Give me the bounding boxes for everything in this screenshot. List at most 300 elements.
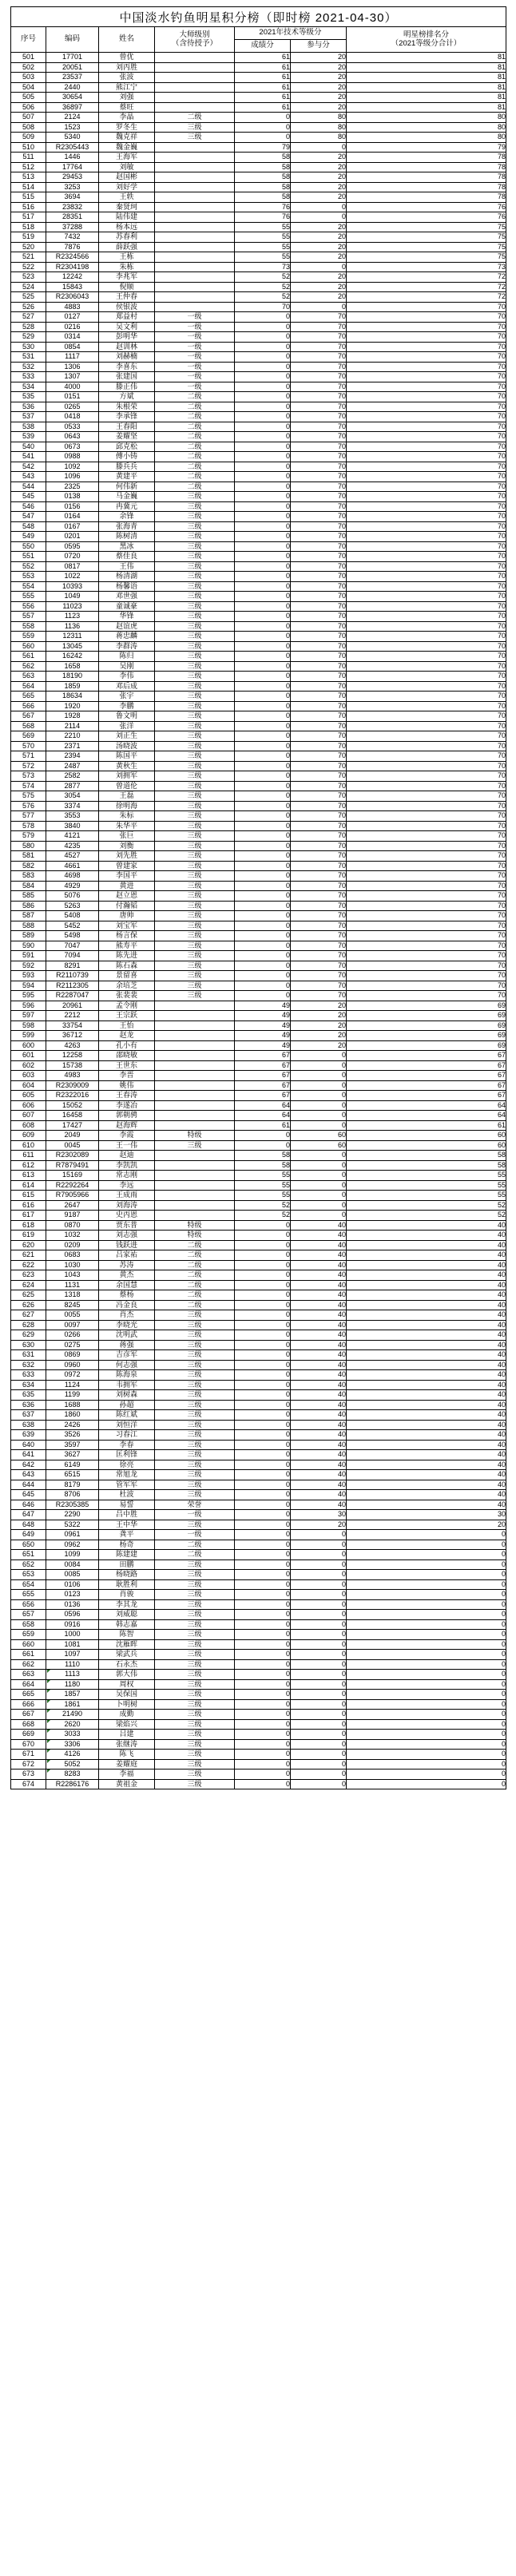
cell-seq: 550 [11, 541, 46, 552]
cell-participation: 40 [291, 1220, 347, 1231]
cell-code [46, 1040, 99, 1051]
cell-seq: 529 [11, 332, 46, 343]
cell-seq: 619 [11, 1231, 46, 1241]
cell-code [46, 1670, 99, 1680]
table-row [11, 1120, 506, 1131]
cell-score: 49 [235, 1031, 291, 1041]
cell-star-rank-total: 70 [347, 532, 506, 542]
cell-score: 0 [235, 1350, 291, 1361]
cell-name: 管军军 [99, 1480, 155, 1490]
table-row [11, 1071, 506, 1081]
cell-name: 张海青 [99, 521, 155, 532]
table-row [11, 1650, 506, 1660]
table-row [11, 1140, 506, 1151]
cell-code-value: 0266 [64, 1330, 81, 1339]
cell-code [46, 1770, 99, 1780]
cell-code [46, 1739, 99, 1750]
table-row [11, 1350, 506, 1361]
cell-code [46, 731, 99, 742]
cell-star-rank-total: 61 [347, 1120, 506, 1131]
cell-score: 0 [235, 941, 291, 951]
cell-seq: 665 [11, 1690, 46, 1700]
cell-star-rank-total: 67 [347, 1080, 506, 1091]
cell-star-rank-total: 67 [347, 1071, 506, 1081]
cell-score: 0 [235, 113, 291, 123]
cell-name: 张继涛 [99, 1739, 155, 1750]
cell-name: 张波 [99, 73, 155, 83]
cell-seq: 527 [11, 312, 46, 323]
cell-code-value: 3253 [64, 182, 81, 191]
cell-score: 0 [235, 801, 291, 811]
cell-name: 田鹏 [99, 1559, 155, 1570]
cell-participation: 0 [291, 1610, 347, 1620]
cell-seq: 621 [11, 1250, 46, 1261]
cell-code-value: 1096 [64, 472, 81, 481]
cell-code [46, 1330, 99, 1341]
cell-seq: 643 [11, 1470, 46, 1480]
cell-code-value: 3694 [64, 192, 81, 201]
cell-master-level: 三级 [155, 851, 235, 862]
cell-seq: 630 [11, 1340, 46, 1350]
cell-seq: 611 [11, 1151, 46, 1161]
table-row [11, 172, 506, 183]
cell-score: 0 [235, 412, 291, 422]
cell-name: 吴文利 [99, 322, 155, 332]
table-row [11, 262, 506, 272]
cell-star-rank-total: 52 [347, 1211, 506, 1221]
cell-code [46, 681, 99, 692]
cell-star-rank-total: 55 [347, 1191, 506, 1201]
table-row [11, 532, 506, 542]
cell-code [46, 1001, 99, 1011]
cell-score: 0 [235, 1650, 291, 1660]
cell-code-value: 1032 [64, 1231, 81, 1239]
cell-seq: 534 [11, 382, 46, 392]
cell-seq: 617 [11, 1211, 46, 1221]
cell-code [46, 961, 99, 971]
cell-name: 王一伟 [99, 1140, 155, 1151]
cell-score: 49 [235, 1020, 291, 1031]
cell-seq: 548 [11, 521, 46, 532]
cell-code-value: 20961 [62, 1001, 83, 1009]
table-row [11, 1659, 506, 1670]
table-row [11, 53, 506, 63]
cell-code [46, 1300, 99, 1310]
cell-score: 76 [235, 212, 291, 223]
cell-master-level: 一级 [155, 372, 235, 382]
cell-score: 49 [235, 1040, 291, 1051]
cell-master-level [155, 252, 235, 263]
cell-star-rank-total: 70 [347, 801, 506, 811]
table-row [11, 1719, 506, 1730]
cell-name: 李国平 [99, 871, 155, 882]
cell-name: 朱栋 [99, 262, 155, 272]
cell-code [46, 1290, 99, 1301]
cell-name: 陈先进 [99, 951, 155, 961]
cell-star-rank-total: 58 [347, 1151, 506, 1161]
cell-master-level: 二级 [155, 1550, 235, 1560]
cell-name: 易誓 [99, 1500, 155, 1510]
cell-code [46, 1200, 99, 1211]
cell-score: 0 [235, 1739, 291, 1750]
cell-name: 魏金巍 [99, 142, 155, 153]
cell-code [46, 672, 99, 682]
cell-name: 常志刚 [99, 1171, 155, 1181]
table-row [11, 342, 506, 352]
cell-seq: 612 [11, 1160, 46, 1171]
cell-name: 黄秋生 [99, 761, 155, 771]
cell-star-rank-total: 70 [347, 672, 506, 682]
table-row [11, 272, 506, 283]
cell-participation: 0 [291, 1171, 347, 1181]
cell-master-level: 三级 [155, 1390, 235, 1401]
cell-participation: 20 [291, 172, 347, 183]
cell-score: 55 [235, 1191, 291, 1201]
cell-code [46, 931, 99, 941]
cell-seq: 649 [11, 1530, 46, 1540]
cell-seq: 664 [11, 1679, 46, 1690]
cell-star-rank-total: 72 [347, 292, 506, 303]
cell-code [46, 501, 99, 512]
table-row [11, 1430, 506, 1441]
cell-name: 曾优 [99, 53, 155, 63]
cell-code-value: 3553 [64, 811, 81, 820]
cell-star-rank-total: 70 [347, 621, 506, 632]
cell-star-rank-total: 80 [347, 133, 506, 143]
cell-seq: 627 [11, 1310, 46, 1321]
cell-master-level: 三级 [155, 133, 235, 143]
table-row [11, 741, 506, 751]
table-row [11, 731, 506, 742]
cell-star-rank-total: 70 [347, 332, 506, 343]
cell-code [46, 911, 99, 921]
cell-code [46, 382, 99, 392]
cell-participation: 20 [291, 1031, 347, 1041]
cell-score: 0 [235, 1750, 291, 1760]
cell-code-value: R2112305 [56, 981, 89, 989]
cell-code [46, 532, 99, 542]
cell-participation: 20 [291, 252, 347, 263]
cell-participation: 0 [291, 1750, 347, 1760]
cell-score: 0 [235, 961, 291, 971]
cell-code-value: 1049 [64, 592, 81, 600]
cell-master-level [155, 1151, 235, 1161]
cell-code-value: 4698 [64, 871, 81, 880]
error-flag-icon [47, 1670, 50, 1673]
table-row [11, 621, 506, 632]
cell-name: 李伟 [99, 672, 155, 682]
cell-master-level: 三级 [155, 541, 235, 552]
cell-code-value: R7879491 [55, 1160, 89, 1169]
cell-score: 0 [235, 1679, 291, 1690]
cell-seq: 671 [11, 1750, 46, 1760]
cell-participation: 20 [291, 1001, 347, 1011]
cell-name: 陈飞 [99, 1750, 155, 1760]
table-row [11, 921, 506, 931]
cell-code [46, 761, 99, 771]
cell-code-value: 18190 [62, 672, 83, 680]
cell-code [46, 661, 99, 672]
cell-star-rank-total: 75 [347, 232, 506, 243]
table-row [11, 252, 506, 263]
cell-score: 49 [235, 1001, 291, 1011]
cell-master-level: 三级 [155, 921, 235, 931]
cell-master-level: 三级 [155, 122, 235, 133]
cell-master-level: 二级 [155, 1240, 235, 1250]
cell-code-value: 2620 [64, 1719, 81, 1728]
cell-star-rank-total: 75 [347, 252, 506, 263]
error-flag-icon [47, 1700, 50, 1703]
cell-participation: 70 [291, 561, 347, 572]
cell-seq: 556 [11, 601, 46, 612]
cell-name: 熊江宁 [99, 82, 155, 93]
cell-code-value: 10393 [62, 581, 83, 590]
cell-code [46, 821, 99, 831]
cell-name: 蔡旺 [99, 102, 155, 113]
cell-name: 彭明华 [99, 332, 155, 343]
cell-seq: 663 [11, 1670, 46, 1680]
cell-name: 付瀚韬 [99, 901, 155, 911]
cell-seq: 646 [11, 1500, 46, 1510]
cell-code-value: 0106 [64, 1579, 81, 1588]
cell-master-level: 三级 [155, 711, 235, 722]
cell-code-value: 5322 [64, 1520, 81, 1528]
cell-score: 0 [235, 462, 291, 472]
cell-seq: 549 [11, 532, 46, 542]
cell-participation: 70 [291, 552, 347, 562]
cell-seq: 525 [11, 292, 46, 303]
cell-participation: 70 [291, 641, 347, 652]
cell-code-value: 17427 [62, 1120, 83, 1129]
cell-participation: 70 [291, 572, 347, 582]
cell-code [46, 232, 99, 243]
cell-star-rank-total: 64 [347, 1111, 506, 1121]
cell-code-value: 0164 [64, 512, 81, 521]
cell-score: 0 [235, 592, 291, 602]
cell-score: 55 [235, 242, 291, 252]
star-rank-line1: 明星榜排名分 [403, 30, 449, 39]
cell-participation: 30 [291, 1510, 347, 1520]
cell-star-rank-total: 70 [347, 322, 506, 332]
cell-score: 0 [235, 1599, 291, 1610]
cell-participation: 40 [291, 1370, 347, 1381]
cell-seq: 562 [11, 661, 46, 672]
cell-master-level: 二级 [155, 402, 235, 412]
cell-code-value: R2306043 [55, 292, 89, 301]
cell-name: 李其龙 [99, 1599, 155, 1610]
cell-score: 0 [235, 781, 291, 791]
table-row [11, 1040, 506, 1051]
cell-code [46, 921, 99, 931]
table-row [11, 1630, 506, 1640]
cell-seq: 522 [11, 262, 46, 272]
cell-code [46, 122, 99, 133]
cell-master-level: 三级 [155, 1750, 235, 1760]
cell-score: 61 [235, 93, 291, 103]
cell-code-value: 16242 [62, 652, 83, 660]
cell-name: 杨晓路 [99, 1570, 155, 1580]
cell-score: 0 [235, 1719, 291, 1730]
cell-star-rank-total: 70 [347, 521, 506, 532]
cell-name: 曾建家 [99, 861, 155, 871]
cell-score: 61 [235, 1120, 291, 1131]
cell-star-rank-total: 0 [347, 1770, 506, 1780]
table-row [11, 592, 506, 602]
cell-name: 邓世强 [99, 592, 155, 602]
cell-master-level: 三级 [155, 592, 235, 602]
cell-code-value: 4661 [64, 861, 81, 870]
cell-code [46, 771, 99, 782]
cell-name: 吴刚 [99, 661, 155, 672]
cell-seq: 634 [11, 1380, 46, 1390]
cell-star-rank-total: 72 [347, 272, 506, 283]
cell-code [46, 1750, 99, 1760]
cell-name: 余国慧 [99, 1280, 155, 1290]
table-row [11, 412, 506, 422]
cell-star-rank-total: 0 [347, 1759, 506, 1770]
cell-code-value: R2305385 [55, 1500, 89, 1508]
cell-star-rank-total: 40 [347, 1370, 506, 1381]
table-row [11, 1520, 506, 1530]
cell-star-rank-total: 78 [347, 172, 506, 183]
table-row [11, 1200, 506, 1211]
cell-name: 朱华平 [99, 821, 155, 831]
cell-participation: 40 [291, 1390, 347, 1401]
cell-seq: 654 [11, 1579, 46, 1590]
cell-name: 苏春利 [99, 232, 155, 243]
cell-score: 0 [235, 681, 291, 692]
cell-code-value: 1859 [64, 681, 81, 690]
cell-code [46, 692, 99, 702]
cell-code [46, 1630, 99, 1640]
cell-participation: 0 [291, 1111, 347, 1121]
table-row [11, 432, 506, 442]
cell-code-value: 5452 [64, 921, 81, 929]
cell-star-rank-total: 70 [347, 911, 506, 921]
cell-participation: 70 [291, 841, 347, 851]
cell-seq: 632 [11, 1360, 46, 1370]
cell-code [46, 1530, 99, 1540]
cell-seq: 644 [11, 1480, 46, 1490]
cell-score: 76 [235, 202, 291, 212]
cell-code-value: 4126 [64, 1750, 81, 1758]
cell-participation: 70 [291, 721, 347, 731]
cell-seq: 586 [11, 901, 46, 911]
cell-master-level [155, 202, 235, 212]
cell-code-value: 2290 [64, 1510, 81, 1519]
cell-code-value: 20051 [62, 62, 83, 71]
cell-seq: 538 [11, 422, 46, 432]
cell-code-value: 2582 [64, 771, 81, 780]
cell-code-value: 0595 [64, 541, 81, 550]
cell-participation: 70 [291, 412, 347, 422]
cell-code-value: 12311 [62, 632, 82, 640]
cell-master-level: 二级 [155, 432, 235, 442]
cell-seq: 670 [11, 1739, 46, 1750]
cell-master-level [155, 172, 235, 183]
cell-seq: 521 [11, 252, 46, 263]
cell-seq: 639 [11, 1430, 46, 1441]
cell-star-rank-total: 40 [347, 1260, 506, 1270]
cell-code-value: 0209 [64, 1240, 81, 1249]
cell-star-rank-total: 0 [347, 1570, 506, 1580]
cell-star-rank-total: 69 [347, 1031, 506, 1041]
cell-code [46, 332, 99, 343]
cell-master-level: 三级 [155, 911, 235, 921]
cell-star-rank-total: 70 [347, 811, 506, 822]
cell-star-rank-total: 70 [347, 771, 506, 782]
cell-name: 郭大伟 [99, 1670, 155, 1680]
cell-participation: 20 [291, 93, 347, 103]
cell-star-rank-total: 70 [347, 462, 506, 472]
cell-score: 0 [235, 1520, 291, 1530]
cell-participation: 0 [291, 1590, 347, 1600]
cell-code-value: 0045 [64, 1140, 81, 1149]
cell-star-rank-total: 40 [347, 1450, 506, 1460]
cell-participation: 70 [291, 871, 347, 882]
cell-participation: 70 [291, 851, 347, 862]
cell-code-value: 30654 [62, 93, 83, 101]
cell-star-rank-total: 78 [347, 162, 506, 172]
cell-code-value: 1117 [65, 352, 80, 361]
cell-participation: 0 [291, 1191, 347, 1201]
cell-master-level [155, 1060, 235, 1071]
cell-name: 孙超 [99, 1400, 155, 1410]
cell-name: 陈石森 [99, 961, 155, 971]
cell-name: 杜波 [99, 1490, 155, 1500]
table-row [11, 1100, 506, 1111]
cell-code-value: 2877 [64, 781, 81, 790]
cell-seq: 638 [11, 1420, 46, 1430]
cell-name: 赵立恩 [99, 891, 155, 902]
cell-participation: 70 [291, 951, 347, 961]
cell-master-level: 三级 [155, 1320, 235, 1330]
cell-code-value: 3054 [64, 791, 81, 800]
cell-participation: 80 [291, 113, 347, 123]
cell-star-rank-total: 70 [347, 342, 506, 352]
cell-score: 0 [235, 821, 291, 831]
table-row [11, 1759, 506, 1770]
cell-score: 0 [235, 392, 291, 402]
cell-score: 58 [235, 1151, 291, 1161]
cell-star-rank-total: 70 [347, 412, 506, 422]
cell-participation: 40 [291, 1350, 347, 1361]
cell-star-rank-total: 40 [347, 1420, 506, 1430]
table-row [11, 1011, 506, 1021]
cell-code [46, 133, 99, 143]
cell-score: 0 [235, 1530, 291, 1540]
cell-score: 0 [235, 991, 291, 1001]
cell-code [46, 841, 99, 851]
column-header-name: 姓名 [99, 27, 155, 53]
cell-seq: 592 [11, 961, 46, 971]
cell-score: 0 [235, 532, 291, 542]
cell-seq: 656 [11, 1599, 46, 1610]
cell-score: 0 [235, 1559, 291, 1570]
cell-score: 0 [235, 521, 291, 532]
cell-code-value: 3526 [64, 1430, 81, 1439]
cell-master-level: 三级 [155, 941, 235, 951]
cell-master-level [155, 1091, 235, 1101]
cell-star-rank-total: 70 [347, 362, 506, 372]
cell-score: 0 [235, 612, 291, 622]
cell-participation: 40 [291, 1400, 347, 1410]
cell-name: 杨馨语 [99, 581, 155, 592]
cell-participation: 0 [291, 142, 347, 153]
cell-seq: 596 [11, 1001, 46, 1011]
cell-master-level [155, 292, 235, 303]
cell-code [46, 951, 99, 961]
